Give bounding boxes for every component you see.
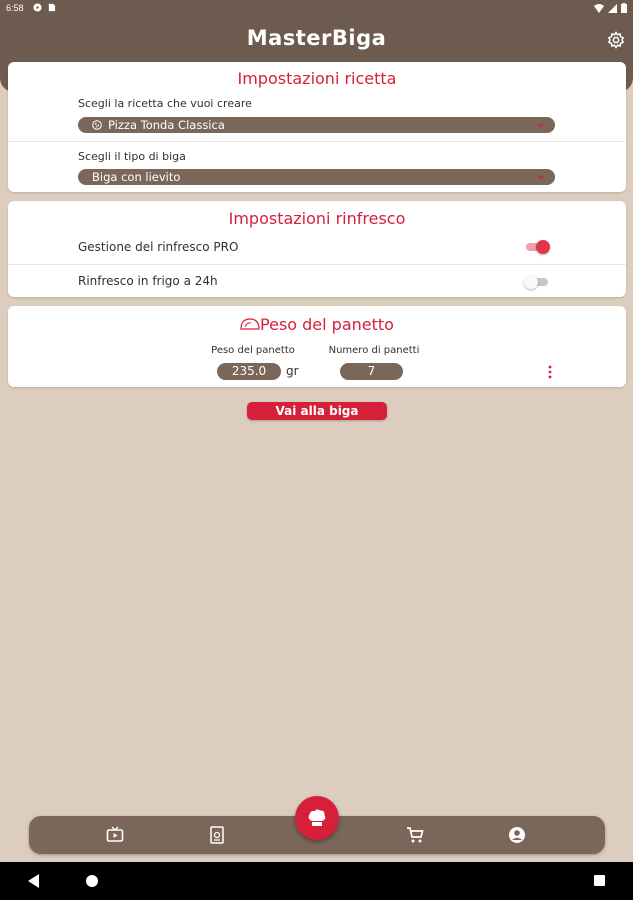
more-vert-icon[interactable] [548,365,552,379]
battery-icon [621,3,627,13]
weight-input[interactable]: 235.0 [217,363,281,380]
chef-hat-icon [306,807,328,829]
recipe-book-icon[interactable] [208,826,226,844]
status-bar [0,0,633,17]
toggle-thumb [536,240,550,254]
chevron-down-icon [537,173,545,181]
dough-weight-heading [8,315,626,334]
sim-icon [47,3,56,12]
home-icon[interactable] [86,875,98,887]
recipe-settings-title: Impostazioni ricetta [237,69,397,88]
count-label: Numero di panetti [328,345,420,356]
chevron-down-icon [537,121,545,129]
count-input[interactable]: 7 [340,363,403,380]
wifi-icon [594,4,604,13]
app-title: MasterBiga [246,26,387,50]
weight-unit: gr [286,364,299,378]
divider [8,141,626,142]
go-to-biga-button[interactable]: Vai alla biga [247,402,387,420]
recents-icon[interactable] [594,875,605,886]
refresh-settings-title: Impostazioni rinfresco [228,209,406,228]
system-nav-bar [0,862,633,900]
recipe-settings-card [8,62,626,192]
pro-refresh-toggle[interactable] [524,240,550,254]
dough-weight-card [8,306,626,387]
account-icon[interactable] [508,826,526,844]
signal-icon [608,4,617,13]
cart-icon[interactable] [406,826,424,844]
biga-select-value: Biga con lievito [92,170,181,184]
chef-hat-fab[interactable] [295,796,339,840]
media-icon [33,3,42,12]
gear-icon[interactable] [607,31,625,49]
refresh-settings-card [8,201,626,297]
biga-select[interactable] [78,169,555,185]
dough-weight-title: Peso del panetto [260,315,394,334]
toggle-thumb [524,275,538,289]
app-bar [0,17,633,62]
divider [8,264,626,265]
tv-icon[interactable] [106,826,124,844]
recipe-select[interactable] [78,117,555,133]
back-icon[interactable] [28,874,40,888]
fridge-refresh-label: Rinfresco in frigo a 24h [78,274,218,288]
dough-icon [240,317,260,331]
recipe-select-label: Scegli la ricetta che vuoi creare [78,97,252,110]
pizza-icon [92,120,102,130]
pro-refresh-label: Gestione del rinfresco PRO [78,240,239,254]
status-time: 6:58 [6,3,24,13]
fridge-refresh-toggle[interactable] [524,275,550,289]
weight-label: Peso del panetto [211,345,295,356]
biga-select-label: Scegli il tipo di biga [78,150,186,163]
recipe-select-value: Pizza Tonda Classica [108,118,225,132]
